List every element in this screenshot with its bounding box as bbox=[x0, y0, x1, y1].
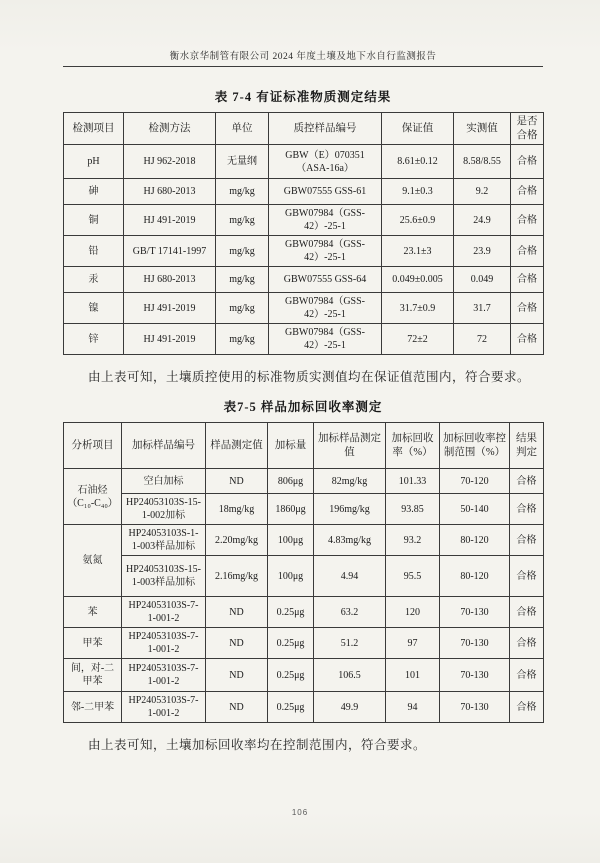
table-cell: 合格 bbox=[511, 205, 544, 236]
table-cell: 汞 bbox=[64, 267, 124, 293]
table-cell: mg/kg bbox=[216, 179, 269, 205]
table-cell: 49.9 bbox=[314, 692, 386, 723]
column-header: 加标样品编号 bbox=[122, 423, 206, 469]
column-header: 样品测定值 bbox=[206, 423, 268, 469]
table-cell: 120 bbox=[386, 597, 440, 628]
table-cell: ND bbox=[206, 597, 268, 628]
table-cell: 合格 bbox=[510, 469, 544, 494]
table-cell: 合格 bbox=[510, 659, 544, 692]
table-cell: GBW07555 GSS-61 bbox=[269, 179, 382, 205]
column-header: 加标样品测定值 bbox=[314, 423, 386, 469]
table-7-4-title: 表 7-4 有证标准物质测定结果 bbox=[214, 90, 392, 104]
table-cell: 23.1±3 bbox=[382, 236, 454, 267]
table-cell: 合格 bbox=[510, 597, 544, 628]
table-row bbox=[64, 469, 544, 494]
table-cell: mg/kg bbox=[216, 205, 269, 236]
column-header: 加标量 bbox=[268, 423, 314, 469]
table-cell: ND bbox=[206, 659, 268, 692]
table-row bbox=[64, 494, 544, 525]
table-cell: 合格 bbox=[510, 494, 544, 525]
column-header: 保证值 bbox=[382, 113, 454, 145]
table-cell: 合格 bbox=[510, 628, 544, 659]
table-cell: 合格 bbox=[510, 556, 544, 597]
table-cell: 2.20mg/kg bbox=[206, 525, 268, 556]
column-header: 实测值 bbox=[454, 113, 511, 145]
table-cell: HP24053103S-7-1-001-2 bbox=[122, 659, 206, 692]
column-header: 加标回收率（%） bbox=[386, 423, 440, 469]
table-cell: GBW07984（GSS-42）-25-1 bbox=[269, 324, 382, 355]
table-cell: 31.7±0.9 bbox=[382, 293, 454, 324]
column-header: 分析项目 bbox=[64, 423, 122, 469]
table-cell: HJ 680-2013 bbox=[124, 179, 216, 205]
table-cell: 72 bbox=[454, 324, 511, 355]
table-cell: mg/kg bbox=[216, 236, 269, 267]
table-cell: GBW07984（GSS-42）-25-1 bbox=[269, 236, 382, 267]
table-cell: 合格 bbox=[511, 324, 544, 355]
table-cell: 70-130 bbox=[440, 692, 510, 723]
table-cell: 31.7 bbox=[454, 293, 511, 324]
column-header: 单位 bbox=[216, 113, 269, 145]
table-cell: 72±2 bbox=[382, 324, 454, 355]
table-cell: 100μg bbox=[268, 525, 314, 556]
table-row bbox=[64, 628, 544, 659]
column-header: 质控样品编号 bbox=[269, 113, 382, 145]
table-cell: 4.94 bbox=[314, 556, 386, 597]
table-cell: 80-120 bbox=[440, 525, 510, 556]
table-row bbox=[64, 597, 544, 628]
table-cell: HP24053103S-15-1-003样品加标 bbox=[122, 556, 206, 597]
table-cell: HJ 491-2019 bbox=[124, 324, 216, 355]
analysis-item-cell: 邻-二甲苯 bbox=[64, 692, 122, 723]
certified-standards-table bbox=[63, 112, 544, 355]
table-cell: GBW（E）070351 （ASA-16a） bbox=[269, 145, 382, 179]
table-cell: 0.25μg bbox=[268, 628, 314, 659]
table-cell: 196mg/kg bbox=[314, 494, 386, 525]
table-row bbox=[64, 525, 544, 556]
table-row bbox=[64, 324, 544, 355]
table-header-row bbox=[64, 423, 544, 469]
table-cell: 8.58/8.55 bbox=[454, 145, 511, 179]
column-header: 检测方法 bbox=[124, 113, 216, 145]
column-header: 结果判定 bbox=[510, 423, 544, 469]
table-cell: 0.25μg bbox=[268, 659, 314, 692]
table-cell: 25.6±0.9 bbox=[382, 205, 454, 236]
table-cell: 0.049±0.005 bbox=[382, 267, 454, 293]
table-cell: 合格 bbox=[510, 525, 544, 556]
table-cell: HP24053103S-1-1-003样品加标 bbox=[122, 525, 206, 556]
table-cell: 100μg bbox=[268, 556, 314, 597]
table-cell: ND bbox=[206, 628, 268, 659]
table-cell: 70-130 bbox=[440, 628, 510, 659]
table-cell: 锌 bbox=[64, 324, 124, 355]
analysis-item-cell: 氨氮 bbox=[64, 525, 122, 597]
table-cell: 51.2 bbox=[314, 628, 386, 659]
table-cell: 23.9 bbox=[454, 236, 511, 267]
note-soil-qc: 由上表可知，土壤质控使用的标准物质实测值均在保证值范围内，符合要求。 bbox=[88, 370, 531, 385]
table-cell: HJ 680-2013 bbox=[124, 267, 216, 293]
table-cell: 101.33 bbox=[386, 469, 440, 494]
table-cell: 806μg bbox=[268, 469, 314, 494]
table-header-row bbox=[64, 113, 544, 145]
table-cell: 93.2 bbox=[386, 525, 440, 556]
table-row bbox=[64, 293, 544, 324]
table-row bbox=[64, 236, 544, 267]
table-cell: 24.9 bbox=[454, 205, 511, 236]
table-cell: HP24053103S-15-1-002加标 bbox=[122, 494, 206, 525]
table-cell: GBW07984（GSS-42）-25-1 bbox=[269, 293, 382, 324]
table-cell: 94 bbox=[386, 692, 440, 723]
table-cell: HJ 962-2018 bbox=[124, 145, 216, 179]
table-cell: 80-120 bbox=[440, 556, 510, 597]
table-cell: GB/T 17141-1997 bbox=[124, 236, 216, 267]
table-cell: 合格 bbox=[511, 267, 544, 293]
table-cell: 50-140 bbox=[440, 494, 510, 525]
table-cell: 合格 bbox=[511, 145, 544, 179]
table-cell: HP24053103S-7-1-001-2 bbox=[122, 692, 206, 723]
table-cell: ND bbox=[206, 469, 268, 494]
table-cell: 97 bbox=[386, 628, 440, 659]
table-row bbox=[64, 659, 544, 692]
table-7-5-title: 表7-5 样品加标回收率测定 bbox=[223, 400, 383, 415]
table-cell: mg/kg bbox=[216, 293, 269, 324]
table-row bbox=[64, 267, 544, 293]
table-cell: 70-130 bbox=[440, 597, 510, 628]
table-cell: 0.25μg bbox=[268, 597, 314, 628]
analysis-item-cell: 石油烃（C₁₀-C₄₀） bbox=[64, 469, 122, 525]
document-page bbox=[63, 0, 543, 863]
table-cell: 1860μg bbox=[268, 494, 314, 525]
page-number: 106 bbox=[291, 808, 309, 817]
table-cell: 无量纲 bbox=[216, 145, 269, 179]
table-row bbox=[64, 179, 544, 205]
table-cell: 0.25μg bbox=[268, 692, 314, 723]
spike-recovery-table bbox=[63, 422, 544, 723]
table-cell: 空白加标 bbox=[122, 469, 206, 494]
table-cell: HJ 491-2019 bbox=[124, 293, 216, 324]
table-cell: ND bbox=[206, 692, 268, 723]
table-cell: 63.2 bbox=[314, 597, 386, 628]
table-cell: 砷 bbox=[64, 179, 124, 205]
table-cell: 101 bbox=[386, 659, 440, 692]
table-cell: 93.85 bbox=[386, 494, 440, 525]
table-cell: 18mg/kg bbox=[206, 494, 268, 525]
table-row bbox=[64, 145, 544, 179]
table-cell: GBW07555 GSS-64 bbox=[269, 267, 382, 293]
analysis-item-cell: 间，对-二甲苯 bbox=[64, 659, 122, 692]
table-row bbox=[64, 692, 544, 723]
column-header: 是否合格 bbox=[511, 113, 544, 145]
table-cell: pH bbox=[64, 145, 124, 179]
table-row bbox=[64, 205, 544, 236]
table-cell: mg/kg bbox=[216, 324, 269, 355]
table-cell: 9.2 bbox=[454, 179, 511, 205]
table-cell: HP24053103S-7-1-001-2 bbox=[122, 597, 206, 628]
table-row bbox=[64, 556, 544, 597]
analysis-item-cell: 甲苯 bbox=[64, 628, 122, 659]
table-cell: HP24053103S-7-1-001-2 bbox=[122, 628, 206, 659]
table-cell: 合格 bbox=[511, 236, 544, 267]
table-cell: GBW07984（GSS-42）-25-1 bbox=[269, 205, 382, 236]
table-cell: 70-130 bbox=[440, 659, 510, 692]
report-header: 衡水京华制管有限公司 2024 年度土壤及地下水自行监测报告 bbox=[63, 0, 543, 67]
table-cell: 95.5 bbox=[386, 556, 440, 597]
table-cell: mg/kg bbox=[216, 267, 269, 293]
table-cell: HJ 491-2019 bbox=[124, 205, 216, 236]
table-cell: 4.83mg/kg bbox=[314, 525, 386, 556]
analysis-item-cell: 苯 bbox=[64, 597, 122, 628]
column-header: 检测项目 bbox=[64, 113, 124, 145]
note-spike-recovery: 由上表可知，土壤加标回收率均在控制范围内，符合要求。 bbox=[88, 738, 427, 753]
table-cell: 2.16mg/kg bbox=[206, 556, 268, 597]
table-cell: 合格 bbox=[511, 179, 544, 205]
column-header: 加标回收率控制范围（%） bbox=[440, 423, 510, 469]
table-cell: 合格 bbox=[511, 293, 544, 324]
table-cell: 8.61±0.12 bbox=[382, 145, 454, 179]
table-cell: 0.049 bbox=[454, 267, 511, 293]
table-cell: 合格 bbox=[510, 692, 544, 723]
table-cell: 82mg/kg bbox=[314, 469, 386, 494]
table-cell: 铅 bbox=[64, 236, 124, 267]
table-cell: 106.5 bbox=[314, 659, 386, 692]
table-cell: 铜 bbox=[64, 205, 124, 236]
table-cell: 70-120 bbox=[440, 469, 510, 494]
table-cell: 9.1±0.3 bbox=[382, 179, 454, 205]
table-cell: 镍 bbox=[64, 293, 124, 324]
